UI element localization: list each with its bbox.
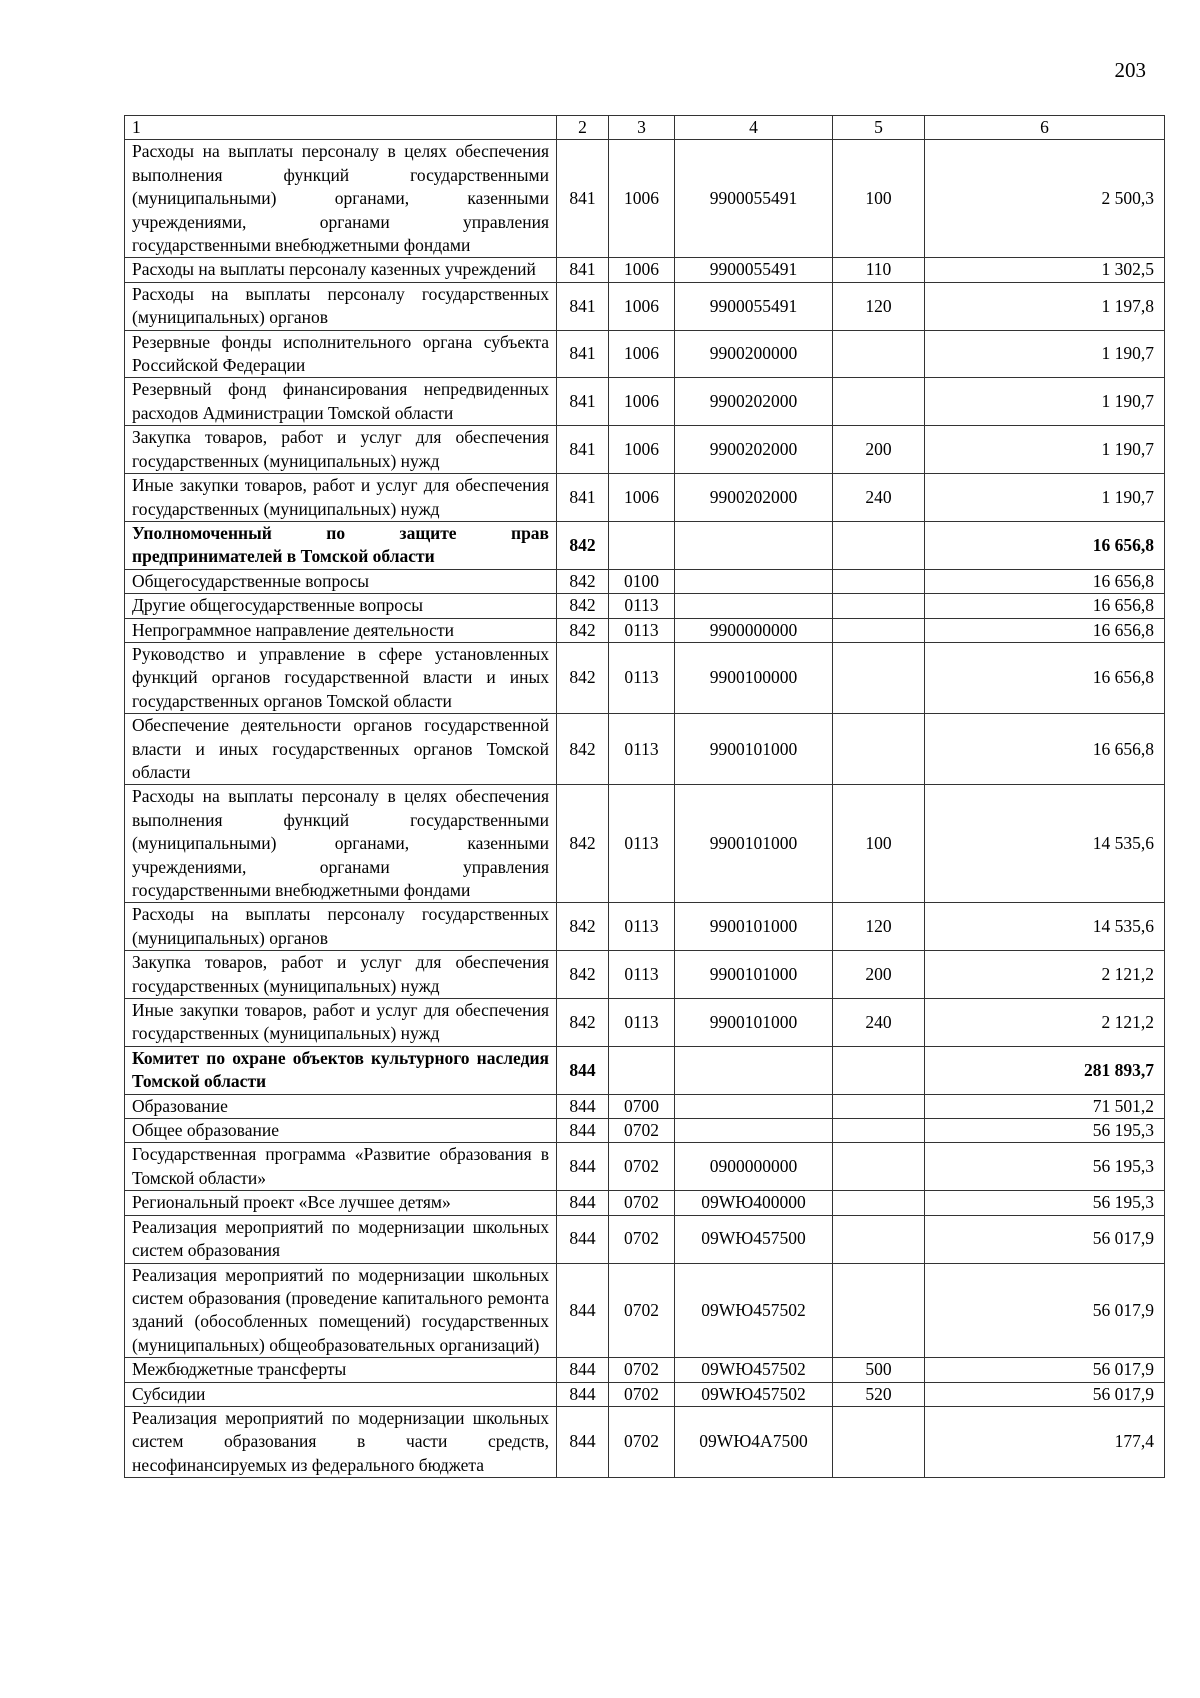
target-code-cell	[675, 569, 833, 593]
section-code-cell: 0113	[609, 714, 675, 785]
amount-cell: 14 535,6	[925, 903, 1165, 951]
expense-type-cell	[833, 714, 925, 785]
row-name-cell: Региональный проект «Все лучшее детям»	[125, 1191, 557, 1215]
target-code-cell: 0900000000	[675, 1143, 833, 1191]
target-code-cell: 09WЮ4A7500	[675, 1406, 833, 1477]
amount-cell: 56 017,9	[925, 1382, 1165, 1406]
dept-code-cell: 841	[557, 258, 609, 282]
section-code-cell	[609, 1046, 675, 1094]
target-code-cell: 9900101000	[675, 951, 833, 999]
amount-cell: 2 500,3	[925, 140, 1165, 258]
target-code-cell: 9900101000	[675, 903, 833, 951]
expense-type-cell	[833, 1094, 925, 1118]
section-code-cell: 0113	[609, 785, 675, 903]
row-name-cell: Закупка товаров, работ и услуг для обеспечения государственных (муниципальных) нужд	[125, 426, 557, 474]
dept-code-cell: 842	[557, 999, 609, 1047]
table-row	[125, 1143, 1165, 1191]
dept-code-cell: 841	[557, 426, 609, 474]
table-row	[125, 474, 1165, 522]
section-code-cell: 1006	[609, 426, 675, 474]
amount-cell: 1 190,7	[925, 330, 1165, 378]
dept-code-cell: 841	[557, 378, 609, 426]
row-name-cell: Иные закупки товаров, работ и услуг для обеспечения государственных (муниципальных) нужд	[125, 474, 557, 522]
target-code-cell: 9900202000	[675, 378, 833, 426]
dept-code-cell: 842	[557, 642, 609, 713]
table-row	[125, 569, 1165, 593]
dept-code-cell: 842	[557, 785, 609, 903]
expense-type-cell: 240	[833, 474, 925, 522]
dept-code-cell: 844	[557, 1406, 609, 1477]
table-row	[125, 1358, 1165, 1382]
expense-type-cell: 200	[833, 426, 925, 474]
amount-cell: 281 893,7	[925, 1046, 1165, 1094]
row-name-cell: Общее образование	[125, 1119, 557, 1143]
table-row	[125, 521, 1165, 569]
table-header-row	[125, 116, 1165, 140]
row-name-cell: Резервный фонд финансирования непредвиденных расходов Администрации Томской области	[125, 378, 557, 426]
table-row	[125, 903, 1165, 951]
dept-code-cell: 841	[557, 330, 609, 378]
header-cell: 1	[125, 116, 557, 140]
dept-code-cell: 844	[557, 1358, 609, 1382]
table-row	[125, 1191, 1165, 1215]
row-name-cell: Реализация мероприятий по модернизации школьных систем образования (проведение капитального ремонта зданий (обособленных помещений) государственных (муниципальных) общеобразовательных организаций)	[125, 1263, 557, 1358]
row-name-cell: Межбюджетные трансферты	[125, 1358, 557, 1382]
page-number: 203	[1114, 58, 1146, 82]
dept-code-cell: 844	[557, 1215, 609, 1263]
row-name-cell: Руководство и управление в сфере установленных функций органов государственной власти и иных государственных органов Томской области	[125, 642, 557, 713]
table-row	[125, 1406, 1165, 1477]
row-name-cell: Закупка товаров, работ и услуг для обеспечения государственных (муниципальных) нужд	[125, 951, 557, 999]
dept-code-cell: 841	[557, 474, 609, 522]
section-code-cell: 0113	[609, 594, 675, 618]
row-name-cell: Расходы на выплаты персоналу государственных (муниципальных) органов	[125, 282, 557, 330]
amount-cell: 16 656,8	[925, 618, 1165, 642]
amount-cell: 14 535,6	[925, 785, 1165, 903]
amount-cell: 1 190,7	[925, 474, 1165, 522]
section-code-cell: 0702	[609, 1143, 675, 1191]
table-row	[125, 378, 1165, 426]
table-row	[125, 1046, 1165, 1094]
table-row	[125, 999, 1165, 1047]
table-row	[125, 785, 1165, 903]
section-code-cell: 1006	[609, 378, 675, 426]
dept-code-cell: 841	[557, 282, 609, 330]
dept-code-cell: 842	[557, 618, 609, 642]
amount-cell: 16 656,8	[925, 714, 1165, 785]
expense-type-cell	[833, 569, 925, 593]
expense-type-cell: 100	[833, 140, 925, 258]
amount-cell: 1 302,5	[925, 258, 1165, 282]
expense-type-cell: 200	[833, 951, 925, 999]
amount-cell: 16 656,8	[925, 642, 1165, 713]
target-code-cell: 09WЮ457502	[675, 1263, 833, 1358]
dept-code-cell: 844	[557, 1382, 609, 1406]
row-name-cell: Обеспечение деятельности органов государственной власти и иных государственных органов Томской области	[125, 714, 557, 785]
target-code-cell: 9900100000	[675, 642, 833, 713]
row-name-cell: Реализация мероприятий по модернизации школьных систем образования в части средств, несофинансируемых из федерального бюджета	[125, 1406, 557, 1477]
section-code-cell: 0702	[609, 1191, 675, 1215]
section-code-cell: 0702	[609, 1215, 675, 1263]
section-code-cell: 0113	[609, 642, 675, 713]
dept-code-cell: 842	[557, 714, 609, 785]
amount-cell: 56 017,9	[925, 1263, 1165, 1358]
expense-type-cell	[833, 1119, 925, 1143]
target-code-cell: 9900055491	[675, 258, 833, 282]
dept-code-cell: 844	[557, 1094, 609, 1118]
row-name-cell: Образование	[125, 1094, 557, 1118]
expense-type-cell	[833, 1143, 925, 1191]
expense-type-cell	[833, 1046, 925, 1094]
table-row	[125, 426, 1165, 474]
table-row	[125, 594, 1165, 618]
expense-type-cell: 500	[833, 1358, 925, 1382]
target-code-cell	[675, 594, 833, 618]
header-cell: 4	[675, 116, 833, 140]
table-row	[125, 1094, 1165, 1118]
amount-cell: 16 656,8	[925, 569, 1165, 593]
row-name-cell: Иные закупки товаров, работ и услуг для обеспечения государственных (муниципальных) нужд	[125, 999, 557, 1047]
expense-type-cell	[833, 594, 925, 618]
target-code-cell	[675, 1094, 833, 1118]
section-code-cell: 0113	[609, 999, 675, 1047]
target-code-cell: 09WЮ457500	[675, 1215, 833, 1263]
target-code-cell: 9900055491	[675, 140, 833, 258]
budget-table	[124, 115, 1165, 1478]
section-code-cell: 1006	[609, 330, 675, 378]
target-code-cell: 9900101000	[675, 785, 833, 903]
expense-type-cell	[833, 618, 925, 642]
row-name-cell: Реализация мероприятий по модернизации школьных систем образования	[125, 1215, 557, 1263]
table-row	[125, 258, 1165, 282]
row-name-cell: Резервные фонды исполнительного органа субъекта Российской Федерации	[125, 330, 557, 378]
expense-type-cell	[833, 642, 925, 713]
section-code-cell: 0100	[609, 569, 675, 593]
expense-type-cell: 110	[833, 258, 925, 282]
row-name-cell: Расходы на выплаты персоналу государственных (муниципальных) органов	[125, 903, 557, 951]
amount-cell: 56 017,9	[925, 1215, 1165, 1263]
section-code-cell: 0702	[609, 1382, 675, 1406]
target-code-cell: 9900202000	[675, 426, 833, 474]
dept-code-cell: 842	[557, 569, 609, 593]
row-name-cell: Другие общегосударственные вопросы	[125, 594, 557, 618]
target-code-cell	[675, 1119, 833, 1143]
expense-type-cell: 120	[833, 903, 925, 951]
table-row	[125, 1382, 1165, 1406]
dept-code-cell: 844	[557, 1046, 609, 1094]
row-name-cell: Расходы на выплаты персоналу в целях обеспечения выполнения функций государственными (муниципальными) органами, казенными учреждениями, органами управления государственными внебюджетными фондами	[125, 140, 557, 258]
section-code-cell: 1006	[609, 282, 675, 330]
amount-cell: 177,4	[925, 1406, 1165, 1477]
section-code-cell	[609, 521, 675, 569]
table-row	[125, 951, 1165, 999]
table-row	[125, 618, 1165, 642]
target-code-cell	[675, 1046, 833, 1094]
table-row	[125, 714, 1165, 785]
expense-type-cell	[833, 378, 925, 426]
header-cell: 3	[609, 116, 675, 140]
expense-type-cell: 120	[833, 282, 925, 330]
section-code-cell: 0702	[609, 1119, 675, 1143]
expense-type-cell: 100	[833, 785, 925, 903]
section-code-cell: 0702	[609, 1406, 675, 1477]
target-code-cell: 09WЮ400000	[675, 1191, 833, 1215]
amount-cell: 56 195,3	[925, 1119, 1165, 1143]
row-name-cell: Расходы на выплаты персоналу казенных учреждений	[125, 258, 557, 282]
expense-type-cell	[833, 1191, 925, 1215]
section-code-cell: 0700	[609, 1094, 675, 1118]
target-code-cell: 9900000000	[675, 618, 833, 642]
row-name-cell: Расходы на выплаты персоналу в целях обеспечения выполнения функций государственными (муниципальными) органами, казенными учреждениями, органами управления государственными внебюджетными фондами	[125, 785, 557, 903]
amount-cell: 56 195,3	[925, 1191, 1165, 1215]
dept-code-cell: 842	[557, 903, 609, 951]
table-row	[125, 642, 1165, 713]
dept-code-cell: 841	[557, 140, 609, 258]
row-name-cell: Субсидии	[125, 1382, 557, 1406]
amount-cell: 56 195,3	[925, 1143, 1165, 1191]
dept-code-cell: 842	[557, 521, 609, 569]
dept-code-cell: 844	[557, 1119, 609, 1143]
amount-cell: 56 017,9	[925, 1358, 1165, 1382]
row-name-cell: Уполномоченный по защите прав предпринимателей в Томской области	[125, 521, 557, 569]
row-name-cell: Общегосударственные вопросы	[125, 569, 557, 593]
table-row	[125, 1215, 1165, 1263]
section-code-cell: 0702	[609, 1358, 675, 1382]
dept-code-cell: 842	[557, 594, 609, 618]
amount-cell: 1 197,8	[925, 282, 1165, 330]
amount-cell: 1 190,7	[925, 378, 1165, 426]
target-code-cell: 09WЮ457502	[675, 1358, 833, 1382]
target-code-cell: 9900202000	[675, 474, 833, 522]
expense-type-cell	[833, 521, 925, 569]
section-code-cell: 0113	[609, 951, 675, 999]
amount-cell: 1 190,7	[925, 426, 1165, 474]
section-code-cell: 1006	[609, 258, 675, 282]
expense-type-cell	[833, 1406, 925, 1477]
row-name-cell: Государственная программа «Развитие образования в Томской области»	[125, 1143, 557, 1191]
table-row	[125, 1119, 1165, 1143]
target-code-cell: 9900101000	[675, 714, 833, 785]
amount-cell: 2 121,2	[925, 999, 1165, 1047]
dept-code-cell: 842	[557, 951, 609, 999]
section-code-cell: 1006	[609, 140, 675, 258]
amount-cell: 71 501,2	[925, 1094, 1165, 1118]
expense-type-cell	[833, 1263, 925, 1358]
table-row	[125, 140, 1165, 258]
amount-cell: 16 656,8	[925, 521, 1165, 569]
header-cell: 6	[925, 116, 1165, 140]
target-code-cell: 9900055491	[675, 282, 833, 330]
row-name-cell: Непрограммное направление деятельности	[125, 618, 557, 642]
table-row	[125, 282, 1165, 330]
expense-type-cell: 240	[833, 999, 925, 1047]
section-code-cell: 0702	[609, 1263, 675, 1358]
expense-type-cell: 520	[833, 1382, 925, 1406]
section-code-cell: 0113	[609, 618, 675, 642]
row-name-cell: Комитет по охране объектов культурного наследия Томской области	[125, 1046, 557, 1094]
amount-cell: 16 656,8	[925, 594, 1165, 618]
target-code-cell: 9900200000	[675, 330, 833, 378]
target-code-cell: 9900101000	[675, 999, 833, 1047]
target-code-cell: 09WЮ457502	[675, 1382, 833, 1406]
expense-type-cell	[833, 1215, 925, 1263]
table-row	[125, 330, 1165, 378]
section-code-cell: 1006	[609, 474, 675, 522]
amount-cell: 2 121,2	[925, 951, 1165, 999]
header-cell: 5	[833, 116, 925, 140]
dept-code-cell: 844	[557, 1143, 609, 1191]
dept-code-cell: 844	[557, 1263, 609, 1358]
table-row	[125, 1263, 1165, 1358]
section-code-cell: 0113	[609, 903, 675, 951]
dept-code-cell: 844	[557, 1191, 609, 1215]
header-cell: 2	[557, 116, 609, 140]
expense-type-cell	[833, 330, 925, 378]
target-code-cell	[675, 521, 833, 569]
